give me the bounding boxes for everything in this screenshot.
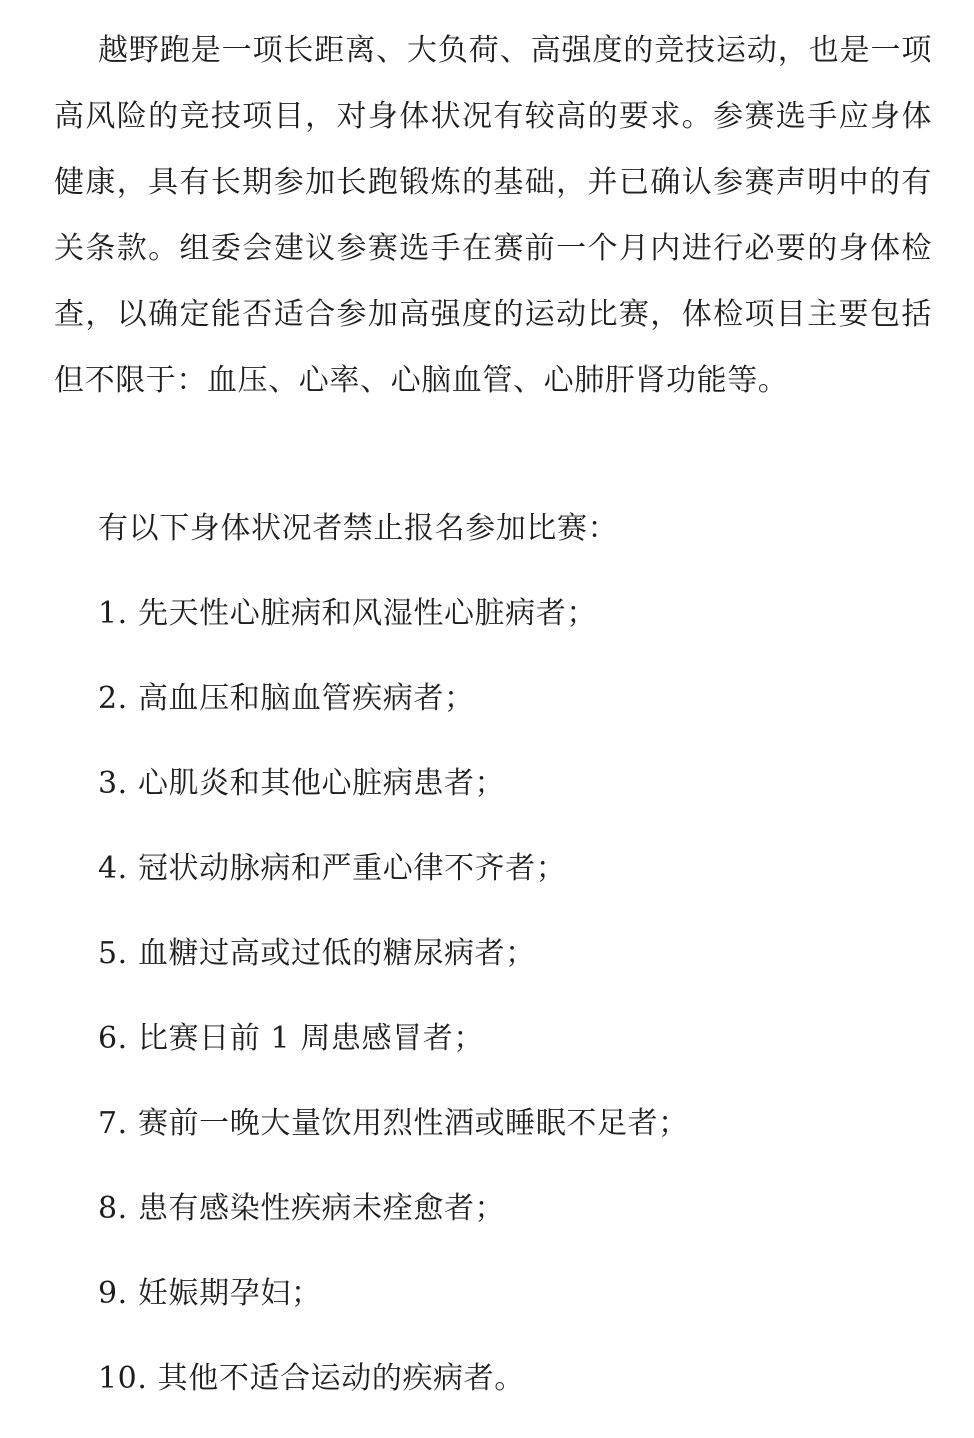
condition-item-1: 1. 先天性心脏病和风湿性心脏病者； (98, 596, 597, 631)
condition-item-10: 10. 其他不适合运动的疾病者。 (98, 1361, 525, 1396)
condition-item-2: 2. 高血压和脑血管疾病者； (98, 681, 475, 716)
condition-list (98, 581, 689, 1431)
condition-item-6: 6. 比赛日前 1 周患感冒者； (98, 1021, 484, 1056)
condition-item-9: 9. 妊娠期孕妇； (98, 1276, 322, 1311)
condition-item-7: 7. 赛前一晚大量饮用烈性酒或睡眠不足者； (98, 1106, 689, 1141)
intro-paragraph: 越野跑是一项长距离、大负荷、高强度的竞技运动，也是一项高风险的竞技项目，对身体状况有较高的要求。参赛选手应身体健康，具有长期参加长跑锻炼的基础，并已确认参赛声明中的有关条款。组委会建议参赛选手在赛前一个月内进行必要的身体检查，以确定能否适合参加高强度的运动比赛，体检项目主要包括但不限于：血压、心率、心脑血管、心肺肝肾功能等。 (54, 33, 932, 398)
condition-item-8: 8. 患有感染性疾病未痊愈者； (98, 1191, 506, 1226)
condition-item-4: 4. 冠状动脉病和严重心律不齐者； (98, 851, 567, 886)
ban-heading: 有以下身体状况者禁止报名参加比赛： (98, 511, 619, 546)
condition-item-3: 3. 心肌炎和其他心脏病患者； (98, 766, 506, 801)
condition-item-5: 5. 血糖过高或过低的糖尿病者； (98, 936, 536, 971)
